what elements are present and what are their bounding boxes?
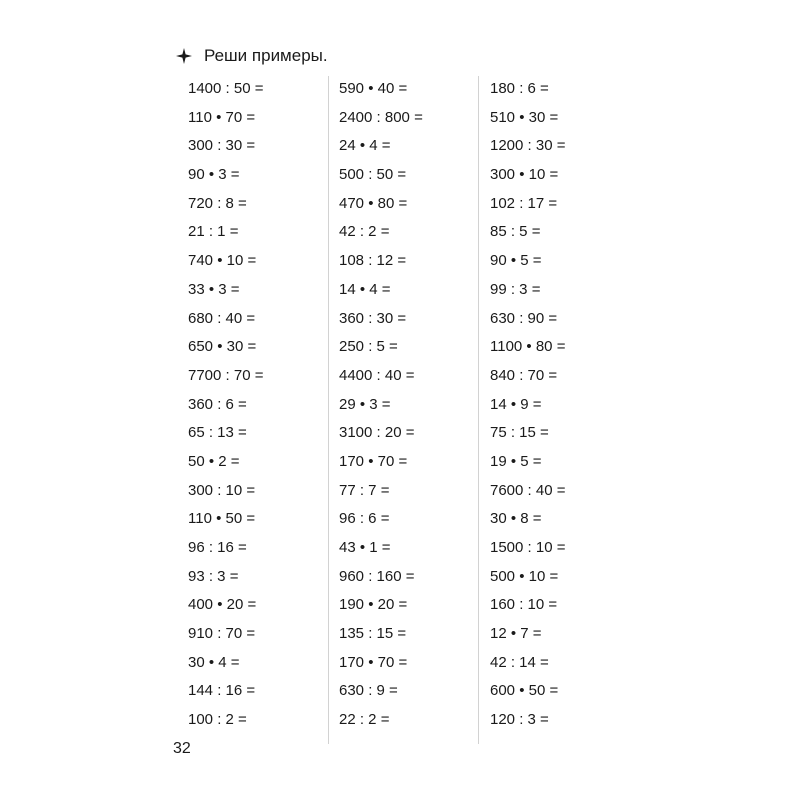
math-problem: 14 • 4 = bbox=[339, 280, 391, 298]
problem-column-3 bbox=[490, 78, 565, 738]
math-problem: 30 • 4 = bbox=[188, 653, 240, 671]
math-problem: 42 : 2 = bbox=[339, 223, 390, 241]
math-problem: 93 : 3 = bbox=[188, 567, 239, 585]
math-problem: 3100 : 20 = bbox=[339, 424, 415, 442]
math-problem: 300 : 30 = bbox=[188, 137, 256, 155]
math-problem: 33 • 3 = bbox=[188, 280, 240, 298]
math-problem: 29 • 3 = bbox=[339, 395, 391, 413]
problem-column-1 bbox=[188, 78, 263, 738]
math-problem: 960 : 160 = bbox=[339, 567, 415, 585]
math-problem: 7600 : 40 = bbox=[490, 481, 566, 499]
exercise-instruction: Реши примеры. bbox=[204, 46, 328, 65]
math-problem: 1400 : 50 = bbox=[188, 80, 264, 97]
math-problem: 120 : 3 = bbox=[490, 711, 549, 729]
math-problem: 470 • 80 = bbox=[339, 194, 408, 212]
math-problem: 135 : 15 = bbox=[339, 625, 407, 643]
math-problem: 910 : 70 = bbox=[188, 625, 256, 643]
math-problem: 360 : 30 = bbox=[339, 309, 407, 327]
math-problem: 400 • 20 = bbox=[188, 596, 257, 614]
four-point-star-icon bbox=[176, 48, 192, 64]
math-problem: 14 • 9 = bbox=[490, 395, 542, 413]
math-problem: 630 : 90 = bbox=[490, 309, 558, 327]
math-problem: 300 • 10 = bbox=[490, 166, 559, 184]
math-problem: 100 : 2 = bbox=[188, 711, 247, 729]
math-problem: 1200 : 30 = bbox=[490, 137, 566, 155]
math-problem: 96 : 6 = bbox=[339, 510, 390, 528]
math-problem: 110 • 70 = bbox=[188, 108, 256, 126]
math-problem: 590 • 40 = bbox=[339, 80, 408, 97]
math-problem: 180 : 6 = bbox=[490, 80, 549, 97]
math-problem: 108 : 12 = bbox=[339, 252, 407, 270]
math-problem: 630 : 9 = bbox=[339, 682, 398, 700]
math-problem: 600 • 50 = bbox=[490, 682, 559, 700]
math-problem: 360 : 6 = bbox=[188, 395, 247, 413]
math-problem: 90 • 3 = bbox=[188, 166, 240, 184]
math-problem: 170 • 70 = bbox=[339, 452, 408, 470]
math-problem: 42 : 14 = bbox=[490, 653, 549, 671]
math-problem: 110 • 50 = bbox=[188, 510, 256, 528]
math-problem: 190 • 20 = bbox=[339, 596, 408, 614]
math-problem: 50 • 2 = bbox=[188, 452, 240, 470]
column-divider bbox=[478, 76, 479, 744]
problem-column-2 bbox=[339, 78, 423, 738]
math-problem: 90 • 5 = bbox=[490, 252, 542, 270]
math-problem: 4400 : 40 = bbox=[339, 366, 415, 384]
math-problem: 96 : 16 = bbox=[188, 539, 247, 556]
exercise-header bbox=[176, 46, 328, 66]
math-problem: 75 : 15 = bbox=[490, 424, 549, 442]
math-problem: 840 : 70 = bbox=[490, 366, 558, 384]
math-problem: 22 : 2 = bbox=[339, 711, 390, 729]
math-problem: 19 • 5 = bbox=[490, 452, 542, 470]
math-problem: 500 : 50 = bbox=[339, 166, 407, 184]
math-problem: 720 : 8 = bbox=[188, 194, 247, 212]
math-problem: 7700 : 70 = bbox=[188, 366, 264, 384]
math-problem: 1500 : 10 = bbox=[490, 539, 566, 556]
math-problem: 740 • 10 = bbox=[188, 252, 257, 270]
math-problem: 99 : 3 = bbox=[490, 280, 541, 298]
math-problem: 2400 : 800 = bbox=[339, 108, 423, 126]
page-number: 32 bbox=[173, 740, 191, 757]
math-problem: 65 : 13 = bbox=[188, 424, 247, 442]
math-problem: 77 : 7 = bbox=[339, 481, 390, 499]
math-problem: 170 • 70 = bbox=[339, 653, 408, 671]
math-problem: 250 : 5 = bbox=[339, 338, 398, 356]
math-problem: 160 : 10 = bbox=[490, 596, 558, 614]
math-problem: 85 : 5 = bbox=[490, 223, 541, 241]
math-problem: 1100 • 80 = bbox=[490, 338, 566, 356]
math-problem: 21 : 1 = bbox=[188, 223, 239, 241]
math-problem: 12 • 7 = bbox=[490, 625, 542, 643]
math-problem: 500 • 10 = bbox=[490, 567, 559, 585]
math-problem: 680 : 40 = bbox=[188, 309, 256, 327]
column-divider bbox=[328, 76, 329, 744]
math-problem: 144 : 16 = bbox=[188, 682, 256, 700]
math-problem: 102 : 17 = bbox=[490, 194, 558, 212]
math-problem: 30 • 8 = bbox=[490, 510, 542, 528]
math-problem: 510 • 30 = bbox=[490, 108, 559, 126]
math-problem: 43 • 1 = bbox=[339, 539, 391, 556]
math-problem: 650 • 30 = bbox=[188, 338, 257, 356]
math-problem: 300 : 10 = bbox=[188, 481, 256, 499]
math-problem: 24 • 4 = bbox=[339, 137, 391, 155]
